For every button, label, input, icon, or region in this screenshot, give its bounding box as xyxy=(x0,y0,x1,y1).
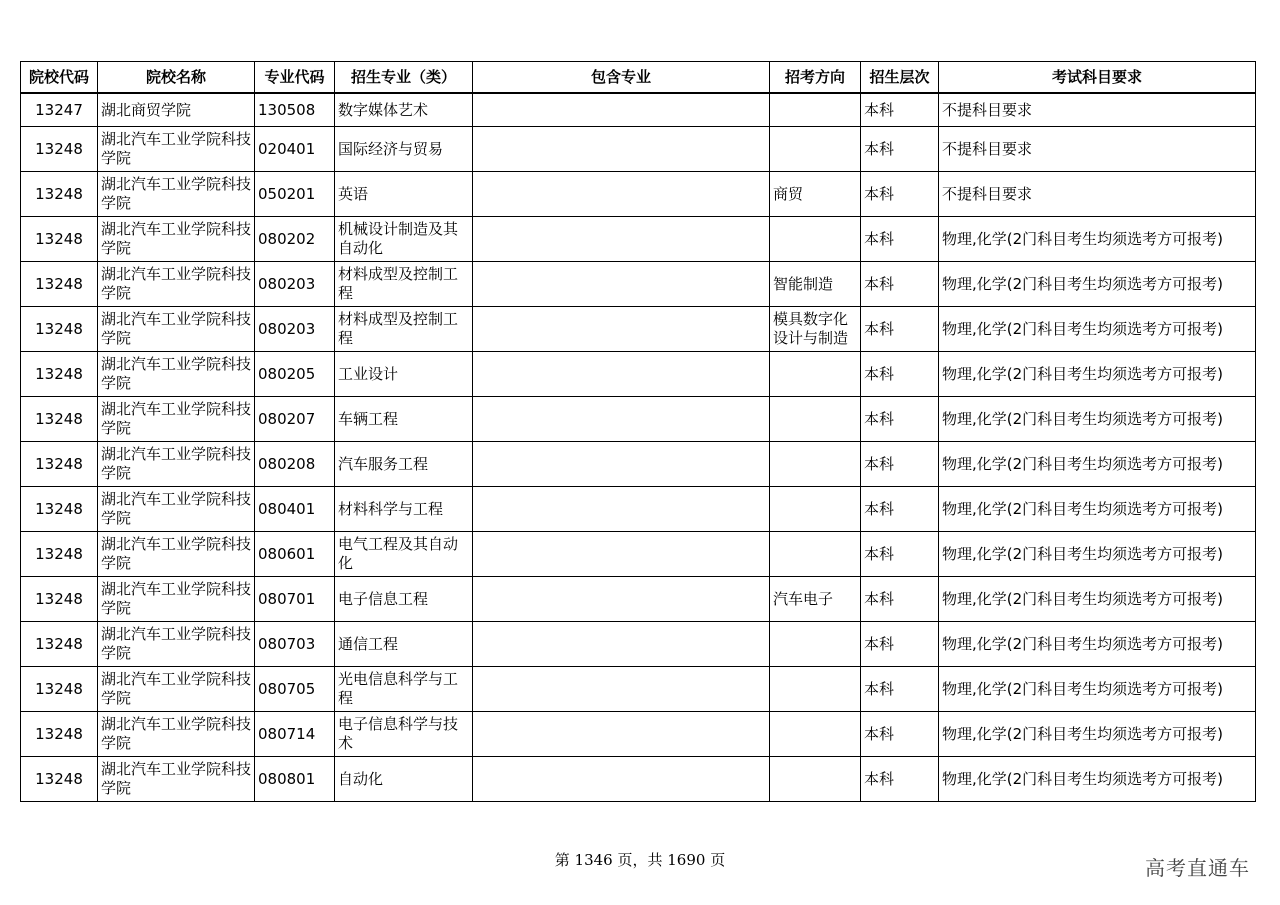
major-cell: 通信工程 xyxy=(335,622,473,667)
included-majors-cell xyxy=(473,442,770,487)
header-direction: 招考方向 xyxy=(770,62,861,94)
included-majors-cell xyxy=(473,93,770,127)
major-cell: 机械设计制造及其自动化 xyxy=(335,217,473,262)
level-cell: 本科 xyxy=(861,397,939,442)
table-row xyxy=(21,712,1256,757)
header-major: 招生专业（类） xyxy=(335,62,473,94)
school-code-cell: 13248 xyxy=(21,577,98,622)
major-cell: 材料成型及控制工程 xyxy=(335,262,473,307)
subject-requirement-cell: 物理,化学(2门科目考生均须选考方可报考) xyxy=(939,532,1256,577)
included-majors-cell xyxy=(473,757,770,802)
school-name-cell: 湖北汽车工业学院科技学院 xyxy=(98,307,255,352)
direction-cell xyxy=(770,532,861,577)
direction-cell xyxy=(770,397,861,442)
subject-requirement-cell: 物理,化学(2门科目考生均须选考方可报考) xyxy=(939,307,1256,352)
included-majors-cell xyxy=(473,532,770,577)
school-name-cell: 湖北汽车工业学院科技学院 xyxy=(98,127,255,172)
level-cell: 本科 xyxy=(861,757,939,802)
included-majors-cell xyxy=(473,262,770,307)
header-level: 招生层次 xyxy=(861,62,939,94)
table-row xyxy=(21,577,1256,622)
school-code-cell: 13248 xyxy=(21,712,98,757)
major-code-cell: 080401 xyxy=(255,487,335,532)
school-name-cell: 湖北汽车工业学院科技学院 xyxy=(98,217,255,262)
school-code-cell: 13248 xyxy=(21,532,98,577)
subject-requirement-cell: 物理,化学(2门科目考生均须选考方可报考) xyxy=(939,352,1256,397)
included-majors-cell xyxy=(473,172,770,217)
direction-cell xyxy=(770,757,861,802)
direction-cell xyxy=(770,93,861,127)
school-code-cell: 13248 xyxy=(21,442,98,487)
level-cell: 本科 xyxy=(861,172,939,217)
school-name-cell: 湖北汽车工业学院科技学院 xyxy=(98,667,255,712)
major-code-cell: 130508 xyxy=(255,93,335,127)
school-name-cell: 湖北商贸学院 xyxy=(98,93,255,127)
school-name-cell: 湖北汽车工业学院科技学院 xyxy=(98,352,255,397)
table-row xyxy=(21,667,1256,712)
included-majors-cell xyxy=(473,217,770,262)
subject-requirement-cell: 物理,化学(2门科目考生均须选考方可报考) xyxy=(939,262,1256,307)
level-cell: 本科 xyxy=(861,532,939,577)
direction-cell: 商贸 xyxy=(770,172,861,217)
school-code-cell: 13248 xyxy=(21,667,98,712)
table-row xyxy=(21,262,1256,307)
major-code-cell: 080801 xyxy=(255,757,335,802)
table-row xyxy=(21,622,1256,667)
direction-cell xyxy=(770,127,861,172)
included-majors-cell xyxy=(473,352,770,397)
major-cell: 自动化 xyxy=(335,757,473,802)
major-code-cell: 080207 xyxy=(255,397,335,442)
header-subject-requirement: 考试科目要求 xyxy=(939,62,1256,94)
included-majors-cell xyxy=(473,577,770,622)
major-code-cell: 080203 xyxy=(255,307,335,352)
page-number: 第 1346 页，共 1690 页 xyxy=(554,851,726,869)
direction-cell: 智能制造 xyxy=(770,262,861,307)
major-cell: 国际经济与贸易 xyxy=(335,127,473,172)
major-cell: 电气工程及其自动化 xyxy=(335,532,473,577)
school-name-cell: 湖北汽车工业学院科技学院 xyxy=(98,757,255,802)
level-cell: 本科 xyxy=(861,127,939,172)
header-major-code: 专业代码 xyxy=(255,62,335,94)
school-name-cell: 湖北汽车工业学院科技学院 xyxy=(98,712,255,757)
level-cell: 本科 xyxy=(861,352,939,397)
table-body xyxy=(21,93,1256,802)
included-majors-cell xyxy=(473,127,770,172)
subject-requirement-cell: 不提科目要求 xyxy=(939,127,1256,172)
school-name-cell: 湖北汽车工业学院科技学院 xyxy=(98,577,255,622)
direction-cell xyxy=(770,712,861,757)
major-code-cell: 080701 xyxy=(255,577,335,622)
school-code-cell: 13248 xyxy=(21,397,98,442)
table-row xyxy=(21,307,1256,352)
level-cell: 本科 xyxy=(861,712,939,757)
table-row xyxy=(21,93,1256,127)
table-row xyxy=(21,397,1256,442)
major-code-cell: 080714 xyxy=(255,712,335,757)
school-code-cell: 13248 xyxy=(21,127,98,172)
direction-cell xyxy=(770,217,861,262)
header-school-name: 院校名称 xyxy=(98,62,255,94)
school-code-cell: 13248 xyxy=(21,307,98,352)
direction-cell xyxy=(770,667,861,712)
school-code-cell: 13248 xyxy=(21,262,98,307)
major-cell: 光电信息科学与工程 xyxy=(335,667,473,712)
school-code-cell: 13248 xyxy=(21,757,98,802)
direction-cell xyxy=(770,352,861,397)
school-name-cell: 湖北汽车工业学院科技学院 xyxy=(98,622,255,667)
level-cell: 本科 xyxy=(861,262,939,307)
direction-cell: 汽车电子 xyxy=(770,577,861,622)
level-cell: 本科 xyxy=(861,442,939,487)
major-cell: 工业设计 xyxy=(335,352,473,397)
included-majors-cell xyxy=(473,487,770,532)
watermark: 高考直通车 xyxy=(1145,856,1250,880)
school-code-cell: 13248 xyxy=(21,217,98,262)
subject-requirement-cell: 物理,化学(2门科目考生均须选考方可报考) xyxy=(939,757,1256,802)
school-code-cell: 13248 xyxy=(21,352,98,397)
level-cell: 本科 xyxy=(861,93,939,127)
major-cell: 电子信息工程 xyxy=(335,577,473,622)
table-row xyxy=(21,757,1256,802)
subject-requirement-cell: 物理,化学(2门科目考生均须选考方可报考) xyxy=(939,622,1256,667)
major-cell: 汽车服务工程 xyxy=(335,442,473,487)
major-cell: 英语 xyxy=(335,172,473,217)
major-cell: 车辆工程 xyxy=(335,397,473,442)
enrollment-table xyxy=(20,61,1256,802)
major-code-cell: 080208 xyxy=(255,442,335,487)
school-name-cell: 湖北汽车工业学院科技学院 xyxy=(98,397,255,442)
subject-requirement-cell: 不提科目要求 xyxy=(939,172,1256,217)
included-majors-cell xyxy=(473,667,770,712)
header-school-code: 院校代码 xyxy=(21,62,98,94)
direction-cell xyxy=(770,487,861,532)
table-row xyxy=(21,487,1256,532)
school-name-cell: 湖北汽车工业学院科技学院 xyxy=(98,442,255,487)
major-code-cell: 080202 xyxy=(255,217,335,262)
major-code-cell: 080601 xyxy=(255,532,335,577)
level-cell: 本科 xyxy=(861,217,939,262)
table-row xyxy=(21,442,1256,487)
table-row xyxy=(21,172,1256,217)
included-majors-cell xyxy=(473,397,770,442)
subject-requirement-cell: 物理,化学(2门科目考生均须选考方可报考) xyxy=(939,217,1256,262)
subject-requirement-cell: 不提科目要求 xyxy=(939,93,1256,127)
subject-requirement-cell: 物理,化学(2门科目考生均须选考方可报考) xyxy=(939,667,1256,712)
level-cell: 本科 xyxy=(861,577,939,622)
school-name-cell: 湖北汽车工业学院科技学院 xyxy=(98,172,255,217)
major-code-cell: 080703 xyxy=(255,622,335,667)
subject-requirement-cell: 物理,化学(2门科目考生均须选考方可报考) xyxy=(939,487,1256,532)
direction-cell xyxy=(770,622,861,667)
school-name-cell: 湖北汽车工业学院科技学院 xyxy=(98,532,255,577)
major-code-cell: 080203 xyxy=(255,262,335,307)
included-majors-cell xyxy=(473,622,770,667)
subject-requirement-cell: 物理,化学(2门科目考生均须选考方可报考) xyxy=(939,577,1256,622)
included-majors-cell xyxy=(473,307,770,352)
major-code-cell: 080205 xyxy=(255,352,335,397)
direction-cell xyxy=(770,442,861,487)
school-code-cell: 13248 xyxy=(21,172,98,217)
direction-cell: 模具数字化设计与制造 xyxy=(770,307,861,352)
subject-requirement-cell: 物理,化学(2门科目考生均须选考方可报考) xyxy=(939,712,1256,757)
included-majors-cell xyxy=(473,712,770,757)
table-row xyxy=(21,217,1256,262)
major-cell: 材料成型及控制工程 xyxy=(335,307,473,352)
major-cell: 材料科学与工程 xyxy=(335,487,473,532)
level-cell: 本科 xyxy=(861,622,939,667)
school-code-cell: 13247 xyxy=(21,93,98,127)
school-code-cell: 13248 xyxy=(21,622,98,667)
level-cell: 本科 xyxy=(861,307,939,352)
school-name-cell: 湖北汽车工业学院科技学院 xyxy=(98,487,255,532)
table-row xyxy=(21,127,1256,172)
major-code-cell: 020401 xyxy=(255,127,335,172)
major-cell: 数字媒体艺术 xyxy=(335,93,473,127)
header-row xyxy=(21,62,1256,94)
level-cell: 本科 xyxy=(861,487,939,532)
subject-requirement-cell: 物理,化学(2门科目考生均须选考方可报考) xyxy=(939,397,1256,442)
major-code-cell: 050201 xyxy=(255,172,335,217)
table-row xyxy=(21,352,1256,397)
school-name-cell: 湖北汽车工业学院科技学院 xyxy=(98,262,255,307)
major-code-cell: 080705 xyxy=(255,667,335,712)
level-cell: 本科 xyxy=(861,667,939,712)
header-included-majors: 包含专业 xyxy=(473,62,770,94)
table-row xyxy=(21,532,1256,577)
major-cell: 电子信息科学与技术 xyxy=(335,712,473,757)
subject-requirement-cell: 物理,化学(2门科目考生均须选考方可报考) xyxy=(939,442,1256,487)
school-code-cell: 13248 xyxy=(21,487,98,532)
